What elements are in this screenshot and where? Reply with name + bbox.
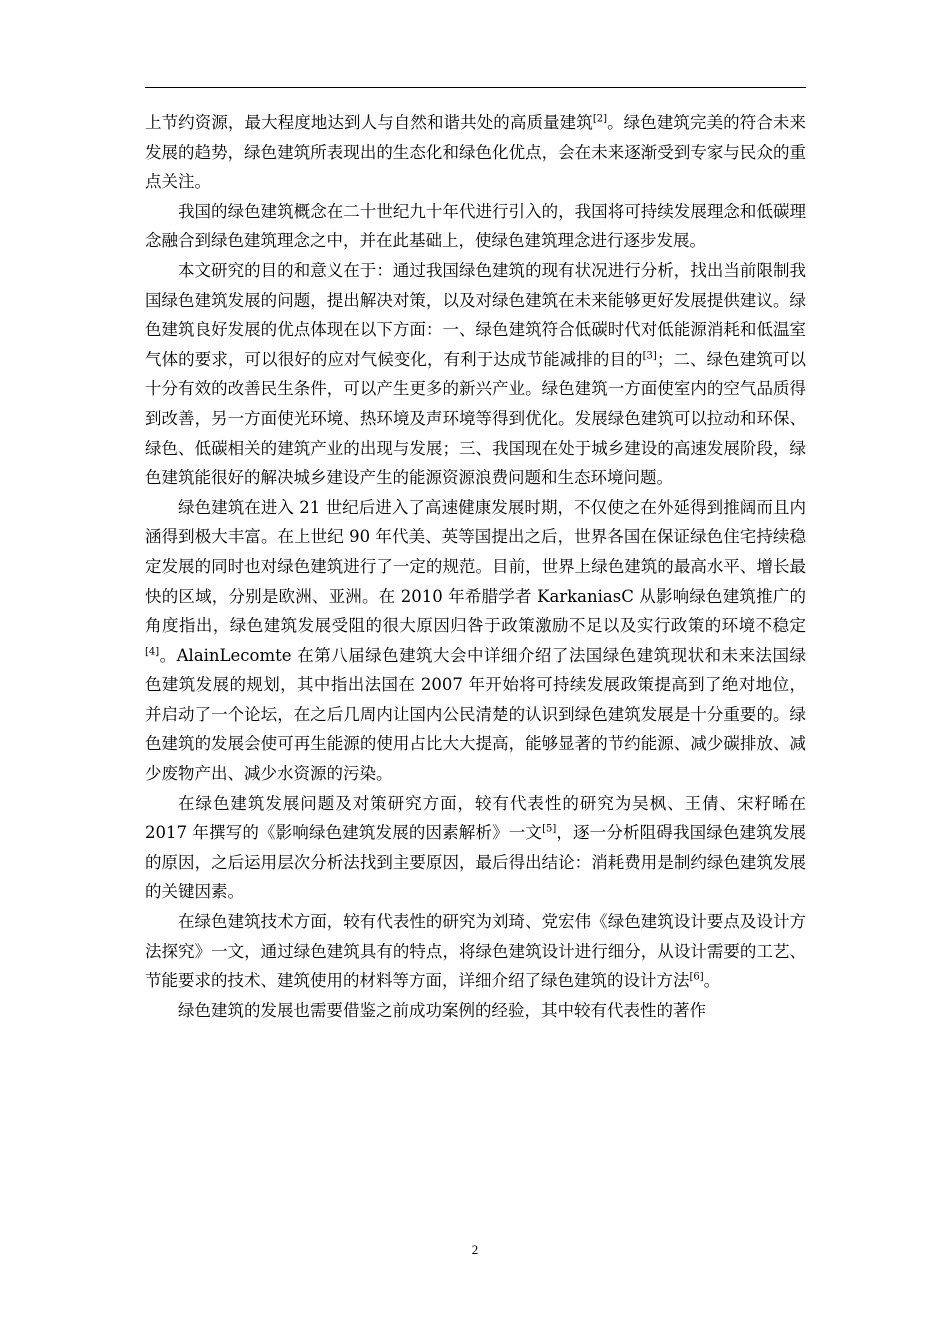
citation-ref: [5] <box>542 823 557 835</box>
paragraph-text: 本文研究的目的和意义在于：通过我国绿色建筑的现有状况进行分析，找出当前限制我国绿色建筑发展的问题，提出解决对策，以及对绿色建筑在未来能够更好发展提供建议。绿色建筑良好发展的优点体现在以下方面：一、绿色建筑符合低碳时代对低能源消耗和低温室气体的要求，可以很好的应对气候变化，有利于达成节能减排的目的 <box>145 260 806 369</box>
paragraph <box>145 493 806 789</box>
header-rule <box>145 87 806 88</box>
citation-ref: [2] <box>592 113 607 125</box>
citation-ref: [3] <box>642 350 657 362</box>
body-text <box>145 108 806 1025</box>
paragraph <box>145 108 806 197</box>
paragraph <box>145 256 806 493</box>
citation-ref: [4] <box>145 646 160 658</box>
paragraph-text: 绿色建筑在进入 21 世纪后进入了高速健康发展时期，不仅使之在外延得到推阔而且内涵得到极大丰富。在上世纪 90 年代美、英等国提出之后，世界各国在保证绿色住宅持续稳定发展的同时也对绿色建筑进行了一定的规范。目前，世界上绿色建筑的最高水平、增长最快的区域，分别是欧洲、亚洲。在 2010 年希腊学者 KarkaniasC 从影响绿色建筑推广的角度指出，绿色建筑发展受阻的很大原因归咎于政策激励不足以及实行政策的环境不稳定 <box>145 497 806 636</box>
paragraph-text: 上节约资源，最大程度地达到人与自然和谐共处的高质量建筑 <box>145 113 593 132</box>
citation-ref: [6] <box>689 971 704 983</box>
paragraph <box>145 996 806 1026</box>
paragraph <box>145 907 806 996</box>
page-number: 2 <box>471 1242 479 1257</box>
paragraph-text: 绿色建筑的发展也需要借鉴之前成功案例的经验，其中较有代表性的著作 <box>178 1000 706 1020</box>
paragraph-text: ；二、绿色建筑可以十分有效的改善民生条件，可以产生更多的新兴产业。绿色建筑一方面使室内的空气品质得到改善，另一方面使光环境、热环境及声环境等得到优化。发展绿色建筑可以拉动和环保、绿色、低碳相关的建筑产业的出现与发展；三、我国现在处于城乡建设的高速发展阶段，绿色建筑能很好的解决城乡建设产生的能源资源浪费问题和生态环境问题。 <box>145 349 807 488</box>
paragraph-text: 在绿色建筑发展问题及对策研究方面，较有代表性的研究为吴枫、王倩、宋籽晞在 2017 年撰写的《影响绿色建筑发展的因素解析》一文 <box>145 793 806 843</box>
paragraph-text: 。 <box>703 971 721 991</box>
paragraph <box>145 197 806 256</box>
paragraph <box>145 789 806 907</box>
paragraph-text: 。AlainLecomte 在第八届绿色建筑大会中详细介绍了法国绿色建筑现状和未来法国绿色建筑发展的规划，其中指出法国在 2007 年开始将可持续发展政策提高到了绝对地位，并启动了一个论坛，在之后几周内让国内公民清楚的认识到绿色建筑发展是十分重要的。绿色建筑的发展会使可再生能源的使用占比大大提高，能够显著的节约能源、减少碳排放、减少废物产出、减少水资源的污染。 <box>145 645 806 784</box>
paragraph-text: 我国的绿色建筑概念在二十世纪九十年代进行引入的，我国将可持续发展理念和低碳理念融合到绿色建筑理念之中，并在此基础上，使绿色建筑理念进行逐步发展。 <box>145 201 806 251</box>
paragraph-text: 。绿色建筑完美的符合未来发展的趋势，绿色建筑所表现出的生态化和绿色化优点，会在未来逐渐受到专家与民众的重点关注。 <box>145 113 807 192</box>
paragraph-text: 在绿色建筑技术方面，较有代表性的研究为刘琦、党宏伟《绿色建筑设计要点及设计方法探究》一文，通过绿色建筑具有的特点，将绿色建筑设计进行细分，从设计需要的工艺、节能要求的技术、建筑使用的材料等方面，详细介绍了绿色建筑的设计方法 <box>145 912 806 991</box>
paragraph-text: ，逐一分析阻碍我国绿色建筑发展的原因，之后运用层次分析法找到主要原因，最后得出结论：消耗费用是制约绿色建筑发展的关键因素。 <box>145 823 806 902</box>
